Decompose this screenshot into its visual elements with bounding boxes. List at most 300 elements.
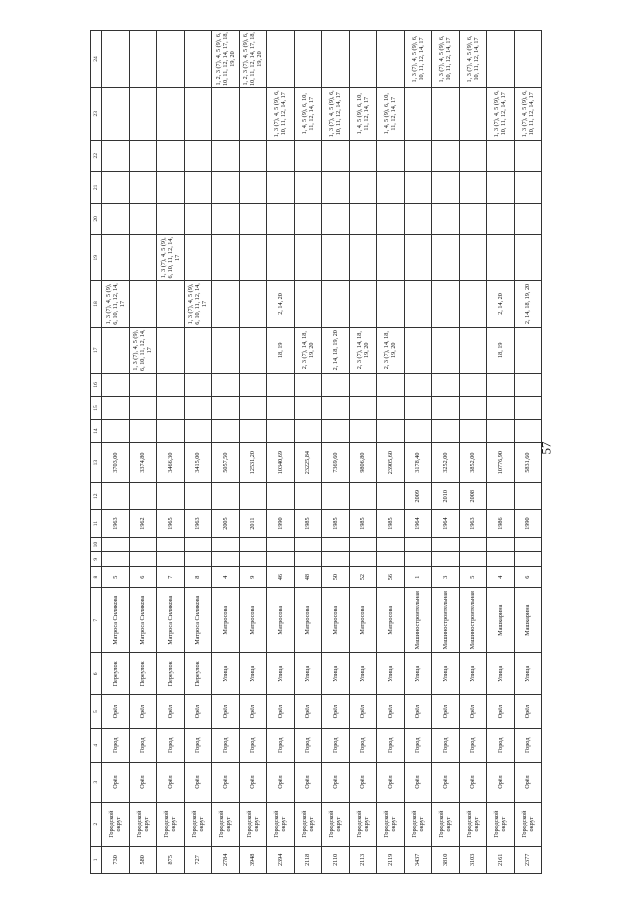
table-cell: [212, 235, 240, 281]
table-cell: 1, 3 (7), 4, 5 (9), 6, 10, 11, 12, 14, 17: [267, 87, 295, 140]
housing-table: [90, 30, 542, 874]
table-cell: [349, 172, 377, 204]
table-cell: [102, 327, 130, 373]
table-cell: 5831,60: [514, 443, 542, 483]
table-cell: 875: [157, 846, 185, 873]
table-cell: [459, 172, 487, 204]
table-row: [129, 31, 157, 874]
table-cell: [487, 483, 515, 510]
table-cell: 2, 14, 18, 19, 20: [322, 327, 350, 373]
table-cell: Городской округ: [487, 802, 515, 846]
table-cell: Город: [487, 728, 515, 762]
table-cell: Улица: [432, 653, 460, 695]
table-cell: [349, 31, 377, 88]
table-cell: 6: [514, 567, 542, 588]
table-cell: [129, 203, 157, 235]
table-cell: 18, 19: [487, 327, 515, 373]
table-cell: Городской округ: [212, 802, 240, 846]
table-cell: Орёл: [239, 695, 267, 729]
column-header: 10: [91, 537, 102, 552]
table-cell: 580: [129, 846, 157, 873]
table-cell: [404, 552, 432, 567]
column-header: 4: [91, 728, 102, 762]
table-cell: [432, 396, 460, 419]
table-cell: [322, 537, 350, 552]
table-cell: Улица: [239, 653, 267, 695]
table-cell: Орёл: [129, 695, 157, 729]
table-cell: [459, 420, 487, 443]
table-row: [267, 31, 295, 874]
table-cell: [349, 552, 377, 567]
table-cell: Орёл: [322, 695, 350, 729]
table-cell: [432, 373, 460, 396]
table-row: [459, 31, 487, 874]
table-cell: Город: [349, 728, 377, 762]
table-cell: [514, 31, 542, 88]
table-cell: [514, 552, 542, 567]
table-cell: [157, 537, 185, 552]
table-cell: [129, 235, 157, 281]
table-cell: [212, 327, 240, 373]
table-row: [102, 31, 130, 874]
column-header: 9: [91, 552, 102, 567]
table-cell: [404, 373, 432, 396]
table-cell: 10340,69: [267, 443, 295, 483]
table-cell: Улица: [349, 653, 377, 695]
table-cell: Улица: [514, 653, 542, 695]
table-cell: [349, 373, 377, 396]
table-cell: [239, 281, 267, 327]
table-cell: [294, 140, 322, 172]
table-cell: Орёл: [459, 695, 487, 729]
table-cell: [184, 327, 212, 373]
table-cell: [459, 327, 487, 373]
table-cell: [432, 172, 460, 204]
table-cell: Машиностроительная: [404, 588, 432, 653]
column-header: 11: [91, 510, 102, 537]
table-cell: [459, 203, 487, 235]
table-cell: Матроса Силякова: [184, 588, 212, 653]
table-cell: 2377: [514, 846, 542, 873]
table-cell: Город: [432, 728, 460, 762]
table-cell: 2784: [212, 846, 240, 873]
table-cell: [239, 235, 267, 281]
table-cell: Городской округ: [267, 802, 295, 846]
table-cell: 10776,90: [487, 443, 515, 483]
table-cell: [102, 172, 130, 204]
column-header: 8: [91, 567, 102, 588]
table-cell: 1986: [487, 510, 515, 537]
table-cell: 3415,00: [184, 443, 212, 483]
table-cell: [487, 203, 515, 235]
table-cell: [377, 420, 405, 443]
table-cell: [239, 172, 267, 204]
column-header: 7: [91, 588, 102, 653]
table-cell: Матроса Силякова: [157, 588, 185, 653]
table-cell: [239, 140, 267, 172]
table-cell: [239, 327, 267, 373]
table-cell: 2, 3 (7), 14, 18, 19, 20: [349, 327, 377, 373]
table-cell: 2010: [432, 483, 460, 510]
table-row: [184, 31, 212, 874]
table-cell: 2011: [239, 510, 267, 537]
table-cell: [212, 140, 240, 172]
table-row: [349, 31, 377, 874]
table-cell: Переулок: [157, 653, 185, 695]
table-cell: [212, 483, 240, 510]
table-cell: [267, 537, 295, 552]
table-cell: [129, 87, 157, 140]
table-cell: [322, 373, 350, 396]
table-cell: Орёл: [404, 762, 432, 802]
table-cell: 1, 3 (7), 4, 5 (9), 6, 10, 11, 12, 14, 17: [102, 281, 130, 327]
table-row: [294, 31, 322, 874]
table-cell: [184, 396, 212, 419]
table-cell: [102, 235, 130, 281]
table-cell: [157, 31, 185, 88]
table-cell: 52: [349, 567, 377, 588]
header-row: [91, 31, 102, 874]
table-cell: [102, 537, 130, 552]
table-cell: 2005: [212, 510, 240, 537]
table-cell: [102, 203, 130, 235]
table-cell: [184, 203, 212, 235]
table-cell: [184, 373, 212, 396]
table-cell: [157, 172, 185, 204]
table-cell: [184, 420, 212, 443]
column-header: 1: [91, 846, 102, 873]
table-cell: [349, 281, 377, 327]
table-cell: [184, 537, 212, 552]
table-cell: 1964: [404, 510, 432, 537]
table-cell: Город: [459, 728, 487, 762]
table-cell: [102, 87, 130, 140]
table-cell: Орёл: [514, 762, 542, 802]
table-cell: Город: [212, 728, 240, 762]
table-cell: [239, 373, 267, 396]
table-cell: Орёл: [267, 695, 295, 729]
table-cell: [129, 373, 157, 396]
table-cell: [459, 373, 487, 396]
table-cell: 1, 3 (7), 4, 5 (9), 6, 10, 11, 12, 14, 17: [157, 235, 185, 281]
table-cell: Матросова: [349, 588, 377, 653]
table-cell: Городской округ: [129, 802, 157, 846]
column-header: 13: [91, 443, 102, 483]
column-header: 16: [91, 373, 102, 396]
table-cell: Городской округ: [102, 802, 130, 846]
table-cell: 2, 14, 20: [487, 281, 515, 327]
table-cell: [157, 140, 185, 172]
table-cell: [377, 396, 405, 419]
table-cell: [404, 420, 432, 443]
table-cell: Матросова: [377, 588, 405, 653]
table-cell: [487, 31, 515, 88]
table-cell: [514, 203, 542, 235]
table-cell: [459, 235, 487, 281]
table-cell: [184, 172, 212, 204]
table-cell: [432, 140, 460, 172]
table-cell: [102, 420, 130, 443]
table-cell: [267, 552, 295, 567]
table-cell: [184, 483, 212, 510]
table-cell: 2, 3 (7), 14, 18, 19, 20: [294, 327, 322, 373]
table-cell: [459, 537, 487, 552]
table-cell: [157, 373, 185, 396]
table-cell: 7: [157, 567, 185, 588]
table-cell: [487, 420, 515, 443]
table-cell: [212, 87, 240, 140]
table-cell: [459, 140, 487, 172]
table-cell: [102, 396, 130, 419]
table-cell: 2394: [267, 846, 295, 873]
table-cell: Улица: [294, 653, 322, 695]
table-cell: [514, 140, 542, 172]
table-cell: [157, 420, 185, 443]
table-cell: [514, 483, 542, 510]
table-cell: 5: [459, 567, 487, 588]
table-cell: 3810: [432, 846, 460, 873]
table-cell: Матросова: [212, 588, 240, 653]
column-header: 17: [91, 327, 102, 373]
table-cell: [239, 552, 267, 567]
table-cell: 23905,60: [377, 443, 405, 483]
table-cell: [514, 235, 542, 281]
table-cell: Матросова: [322, 588, 350, 653]
table-cell: 3178,40: [404, 443, 432, 483]
table-cell: Орёл: [294, 762, 322, 802]
table-cell: Город: [102, 728, 130, 762]
table-cell: 48: [294, 567, 322, 588]
table-row: [322, 31, 350, 874]
table-cell: [239, 396, 267, 419]
table-cell: Орёл: [294, 695, 322, 729]
table-cell: [404, 327, 432, 373]
table-cell: 3252,00: [432, 443, 460, 483]
table-cell: [129, 281, 157, 327]
table-cell: Орёл: [267, 762, 295, 802]
table-cell: [157, 483, 185, 510]
table-cell: Городской округ: [404, 802, 432, 846]
table-cell: Город: [514, 728, 542, 762]
column-header: 22: [91, 140, 102, 172]
table-cell: Орёл: [404, 695, 432, 729]
table-cell: [129, 172, 157, 204]
table-cell: Машкарина: [487, 588, 515, 653]
table-cell: [129, 483, 157, 510]
table-cell: 2119: [377, 846, 405, 873]
column-header: 5: [91, 695, 102, 729]
table-cell: [294, 537, 322, 552]
table-cell: Орёл: [514, 695, 542, 729]
table-cell: Переулок: [129, 653, 157, 695]
table-cell: Городской округ: [459, 802, 487, 846]
table-cell: Улица: [267, 653, 295, 695]
table-cell: [157, 203, 185, 235]
column-header: 15: [91, 396, 102, 419]
table-cell: [294, 203, 322, 235]
table-cell: [459, 552, 487, 567]
table-cell: [487, 396, 515, 419]
table-cell: Орёл: [157, 762, 185, 802]
table-cell: [212, 373, 240, 396]
table-cell: Матросова: [267, 588, 295, 653]
column-header: 14: [91, 420, 102, 443]
table-cell: 3103: [459, 846, 487, 873]
table-cell: [377, 552, 405, 567]
table-cell: [322, 420, 350, 443]
table-cell: [294, 420, 322, 443]
table-cell: [212, 396, 240, 419]
table-cell: Матросова: [294, 588, 322, 653]
table-cell: [349, 483, 377, 510]
table-cell: 2110: [322, 846, 350, 873]
table-cell: [294, 552, 322, 567]
table-cell: 2009: [404, 483, 432, 510]
table-cell: 1990: [267, 510, 295, 537]
table-cell: 1985: [377, 510, 405, 537]
table-cell: 1964: [432, 510, 460, 537]
table-row: [404, 31, 432, 874]
table-cell: 1, 3 (7), 4, 5 (9), 6, 10, 11, 12, 14, 17: [514, 87, 542, 140]
table-cell: 1965: [157, 510, 185, 537]
table-cell: Орёл: [184, 695, 212, 729]
table-cell: 56: [377, 567, 405, 588]
column-header: 6: [91, 653, 102, 695]
table-cell: [212, 552, 240, 567]
table-cell: [487, 172, 515, 204]
table-cell: [129, 140, 157, 172]
table-cell: Матроса Силякова: [129, 588, 157, 653]
table-cell: 1985: [349, 510, 377, 537]
table-cell: [212, 537, 240, 552]
table-cell: 1963: [459, 510, 487, 537]
table-cell: 2, 14, 20: [267, 281, 295, 327]
table-cell: [157, 87, 185, 140]
table-cell: [239, 203, 267, 235]
table-cell: Орёл: [129, 762, 157, 802]
table-row: [212, 31, 240, 874]
table-cell: 7369,60: [322, 443, 350, 483]
table-cell: Улица: [459, 653, 487, 695]
table-cell: [404, 140, 432, 172]
table-cell: [404, 281, 432, 327]
table-cell: [157, 396, 185, 419]
table-cell: Город: [322, 728, 350, 762]
table-cell: Орёл: [102, 695, 130, 729]
table-cell: [514, 396, 542, 419]
table-cell: [404, 87, 432, 140]
table-cell: 5: [102, 567, 130, 588]
table-cell: [184, 140, 212, 172]
table-cell: Орёл: [239, 762, 267, 802]
table-cell: 1, 3 (7), 4, 5 (9), 6, 10, 11, 12, 14, 17: [487, 87, 515, 140]
table-cell: [487, 140, 515, 172]
table-cell: [404, 235, 432, 281]
table-cell: [102, 483, 130, 510]
table-cell: [432, 537, 460, 552]
table-cell: [157, 281, 185, 327]
table-cell: Орёл: [157, 695, 185, 729]
column-header: 21: [91, 172, 102, 204]
table-cell: 2, 14, 18, 19, 20: [514, 281, 542, 327]
table-cell: 1, 4, 5 (9), 6, 10, 11, 12, 14, 17: [294, 87, 322, 140]
table-cell: 12531,20: [239, 443, 267, 483]
table-cell: 8: [184, 567, 212, 588]
table-cell: [102, 31, 130, 88]
table-cell: [377, 140, 405, 172]
table-cell: Переулок: [102, 653, 130, 695]
table-cell: Орёл: [212, 695, 240, 729]
table-cell: [404, 203, 432, 235]
table-cell: Городской округ: [432, 802, 460, 846]
table-cell: [404, 396, 432, 419]
table-cell: 1, 3 (7), 4, 5 (9), 6, 10, 11, 12, 14, 17: [432, 31, 460, 88]
column-header: 2: [91, 802, 102, 846]
table-cell: [212, 281, 240, 327]
table-cell: 1, 3 (7), 4, 5 (9), 6, 10, 11, 12, 14, 17: [129, 327, 157, 373]
table-cell: [322, 31, 350, 88]
column-header: 12: [91, 483, 102, 510]
table-cell: Матросова: [239, 588, 267, 653]
table-cell: Орёл: [432, 695, 460, 729]
table-cell: [239, 537, 267, 552]
table-cell: 23225,84: [294, 443, 322, 483]
table-cell: 730: [102, 846, 130, 873]
table-cell: [349, 140, 377, 172]
table-cell: Машкарина: [514, 588, 542, 653]
table-cell: Город: [184, 728, 212, 762]
table-cell: Улица: [404, 653, 432, 695]
table-cell: Город: [404, 728, 432, 762]
table-cell: Переулок: [184, 653, 212, 695]
table-cell: [267, 140, 295, 172]
table-row: [432, 31, 460, 874]
table-cell: 2008: [459, 483, 487, 510]
column-header: 20: [91, 203, 102, 235]
table-cell: [377, 31, 405, 88]
table-cell: [432, 203, 460, 235]
table-cell: Город: [377, 728, 405, 762]
table-cell: 3437: [404, 846, 432, 873]
table-cell: 3852,00: [459, 443, 487, 483]
table-cell: Город: [239, 728, 267, 762]
table-cell: [432, 235, 460, 281]
table-cell: [404, 537, 432, 552]
table-cell: 1, 2, 3 (7), 4, 5 (9), 6, 10, 11, 12, 14, 17, 18, 19, 20: [212, 31, 240, 88]
table-cell: [459, 87, 487, 140]
table-cell: [239, 87, 267, 140]
table-cell: Матроса Силякова: [102, 588, 130, 653]
table-cell: Орёл: [322, 762, 350, 802]
table-cell: [322, 552, 350, 567]
table-cell: [267, 235, 295, 281]
table-cell: [459, 281, 487, 327]
table-cell: Орёл: [102, 762, 130, 802]
table-cell: [514, 537, 542, 552]
table-cell: [212, 420, 240, 443]
table-cell: [432, 87, 460, 140]
table-cell: 1: [404, 567, 432, 588]
table-cell: 9: [239, 567, 267, 588]
table-cell: Городской округ: [349, 802, 377, 846]
table-cell: [294, 172, 322, 204]
table-cell: 5057,50: [212, 443, 240, 483]
table-cell: Орёл: [349, 762, 377, 802]
table-cell: [129, 537, 157, 552]
table-cell: [294, 281, 322, 327]
table-cell: [157, 327, 185, 373]
table-cell: [267, 483, 295, 510]
